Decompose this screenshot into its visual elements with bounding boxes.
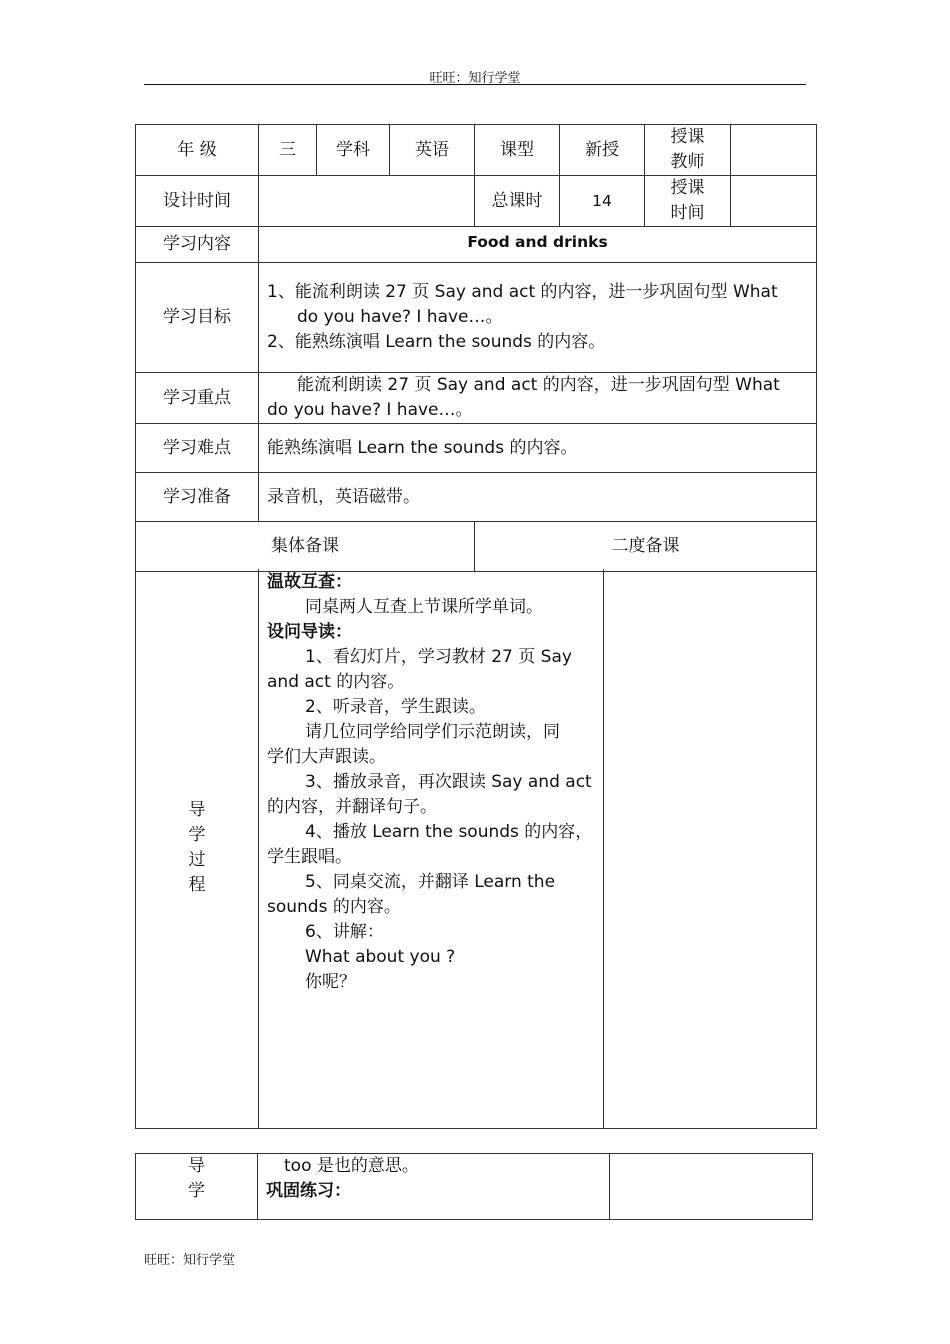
process-label-char-2: 学 bbox=[188, 825, 206, 846]
continuation-table bbox=[135, 1153, 813, 1220]
lesson-time-label-line1: 授课 bbox=[670, 178, 705, 198]
grade-value: 三 bbox=[259, 125, 317, 176]
goals-item-1: 1、能流利朗读 27 页 Say and act 的内容，进一步巩固句型 What bbox=[267, 282, 778, 302]
content-label: 学习内容 bbox=[136, 227, 259, 263]
goals-item-1-cont: do you have? I have…。 bbox=[297, 307, 503, 327]
process-line-2: and act 的内容。 bbox=[267, 672, 405, 692]
difficulty-value: 能熟练演唱 Learn the sounds 的内容。 bbox=[259, 424, 817, 473]
continuation-second-cell bbox=[610, 1154, 813, 1220]
section-review-text: 同桌两人互查上节课所学单词。 bbox=[305, 597, 543, 617]
total-lessons-label: 总课时 bbox=[475, 176, 560, 227]
process-line-3: 2、听录音，学生跟读。 bbox=[305, 697, 486, 717]
header-divider bbox=[144, 84, 806, 85]
design-time-value bbox=[259, 176, 475, 227]
page-header: 旺旺：知行学堂 bbox=[429, 71, 521, 86]
continuation-content bbox=[258, 1154, 610, 1220]
continuation-line-2: 巩固练习： bbox=[266, 1181, 351, 1201]
focus-line-2: do you have? I have…。 bbox=[267, 400, 473, 420]
lesson-time-value bbox=[731, 176, 817, 227]
prep-value: 录音机，英语磁带。 bbox=[259, 473, 817, 522]
subject-label: 学科 bbox=[317, 125, 390, 176]
prep-label: 学习准备 bbox=[136, 473, 259, 522]
continuation-label bbox=[136, 1154, 258, 1220]
process-line-13: What about you ? bbox=[305, 947, 456, 967]
total-lessons-value: 14 bbox=[560, 176, 645, 227]
difficulty-label: 学习难点 bbox=[136, 424, 259, 473]
continuation-label-char-1: 导 bbox=[188, 1156, 205, 1176]
process-content bbox=[259, 569, 604, 1128]
process-label-char-4: 程 bbox=[188, 875, 206, 896]
process-line-12: 6、讲解： bbox=[305, 922, 384, 942]
grade-label: 年 级 bbox=[136, 125, 259, 176]
content-value: Food and drinks bbox=[259, 227, 817, 263]
second-prep-header: 二度备课 bbox=[475, 522, 817, 572]
continuation-line-1: too 是也的意思。 bbox=[284, 1156, 419, 1176]
lesson-type-label: 课型 bbox=[475, 125, 560, 176]
process-line-8: 4、播放 Learn the sounds 的内容， bbox=[305, 822, 593, 842]
teacher-label-line1: 授课 bbox=[670, 127, 705, 147]
subject-value: 英语 bbox=[390, 125, 475, 176]
lesson-time-label-line2: 时间 bbox=[670, 203, 705, 223]
second-prep-cell bbox=[604, 569, 817, 1128]
teacher-label-line2: 教师 bbox=[670, 152, 705, 172]
process-table bbox=[135, 569, 817, 1129]
process-line-6: 3、播放录音，再次跟读 Say and act bbox=[305, 772, 592, 792]
goals-item-2: 2、能熟练演唱 Learn the sounds 的内容。 bbox=[267, 332, 606, 352]
process-line-1: 1、看幻灯片，学习教材 27 页 Say bbox=[305, 647, 572, 667]
goals-label: 学习目标 bbox=[136, 263, 259, 373]
process-line-14: 你呢？ bbox=[305, 972, 356, 992]
process-label bbox=[136, 569, 259, 1128]
focus-label: 学习重点 bbox=[136, 373, 259, 424]
design-time-label: 设计时间 bbox=[136, 176, 259, 227]
process-label-char-1: 导 bbox=[188, 800, 206, 821]
process-line-9: 学生跟唱。 bbox=[267, 847, 352, 867]
process-label-char-3: 过 bbox=[188, 850, 206, 871]
focus-value bbox=[259, 373, 817, 424]
lesson-plan-table bbox=[135, 124, 817, 572]
process-line-10: 5、同桌交流，并翻译 Learn the bbox=[305, 872, 556, 892]
lesson-type-value: 新授 bbox=[560, 125, 645, 176]
focus-line-1: 能流利朗读 27 页 Say and act 的内容，进一步巩固句型 What bbox=[297, 375, 780, 395]
process-line-4: 请几位同学给同学们示范朗读，同 bbox=[305, 722, 560, 742]
teacher-value bbox=[731, 125, 817, 176]
process-line-5: 学们大声跟读。 bbox=[267, 747, 386, 767]
section-guide-title: 设问导读： bbox=[267, 622, 352, 642]
collective-prep-header: 集体备课 bbox=[136, 522, 475, 572]
section-review-title: 温故互查： bbox=[267, 572, 352, 592]
page-footer: 旺旺：知行学堂 bbox=[144, 1253, 236, 1268]
process-line-7: 的内容，并翻译句子。 bbox=[267, 797, 437, 817]
teacher-label bbox=[645, 125, 731, 176]
goals-value bbox=[259, 263, 817, 373]
continuation-label-char-2: 学 bbox=[188, 1181, 205, 1201]
process-line-11: sounds 的内容。 bbox=[267, 897, 401, 917]
lesson-time-label bbox=[645, 176, 731, 227]
